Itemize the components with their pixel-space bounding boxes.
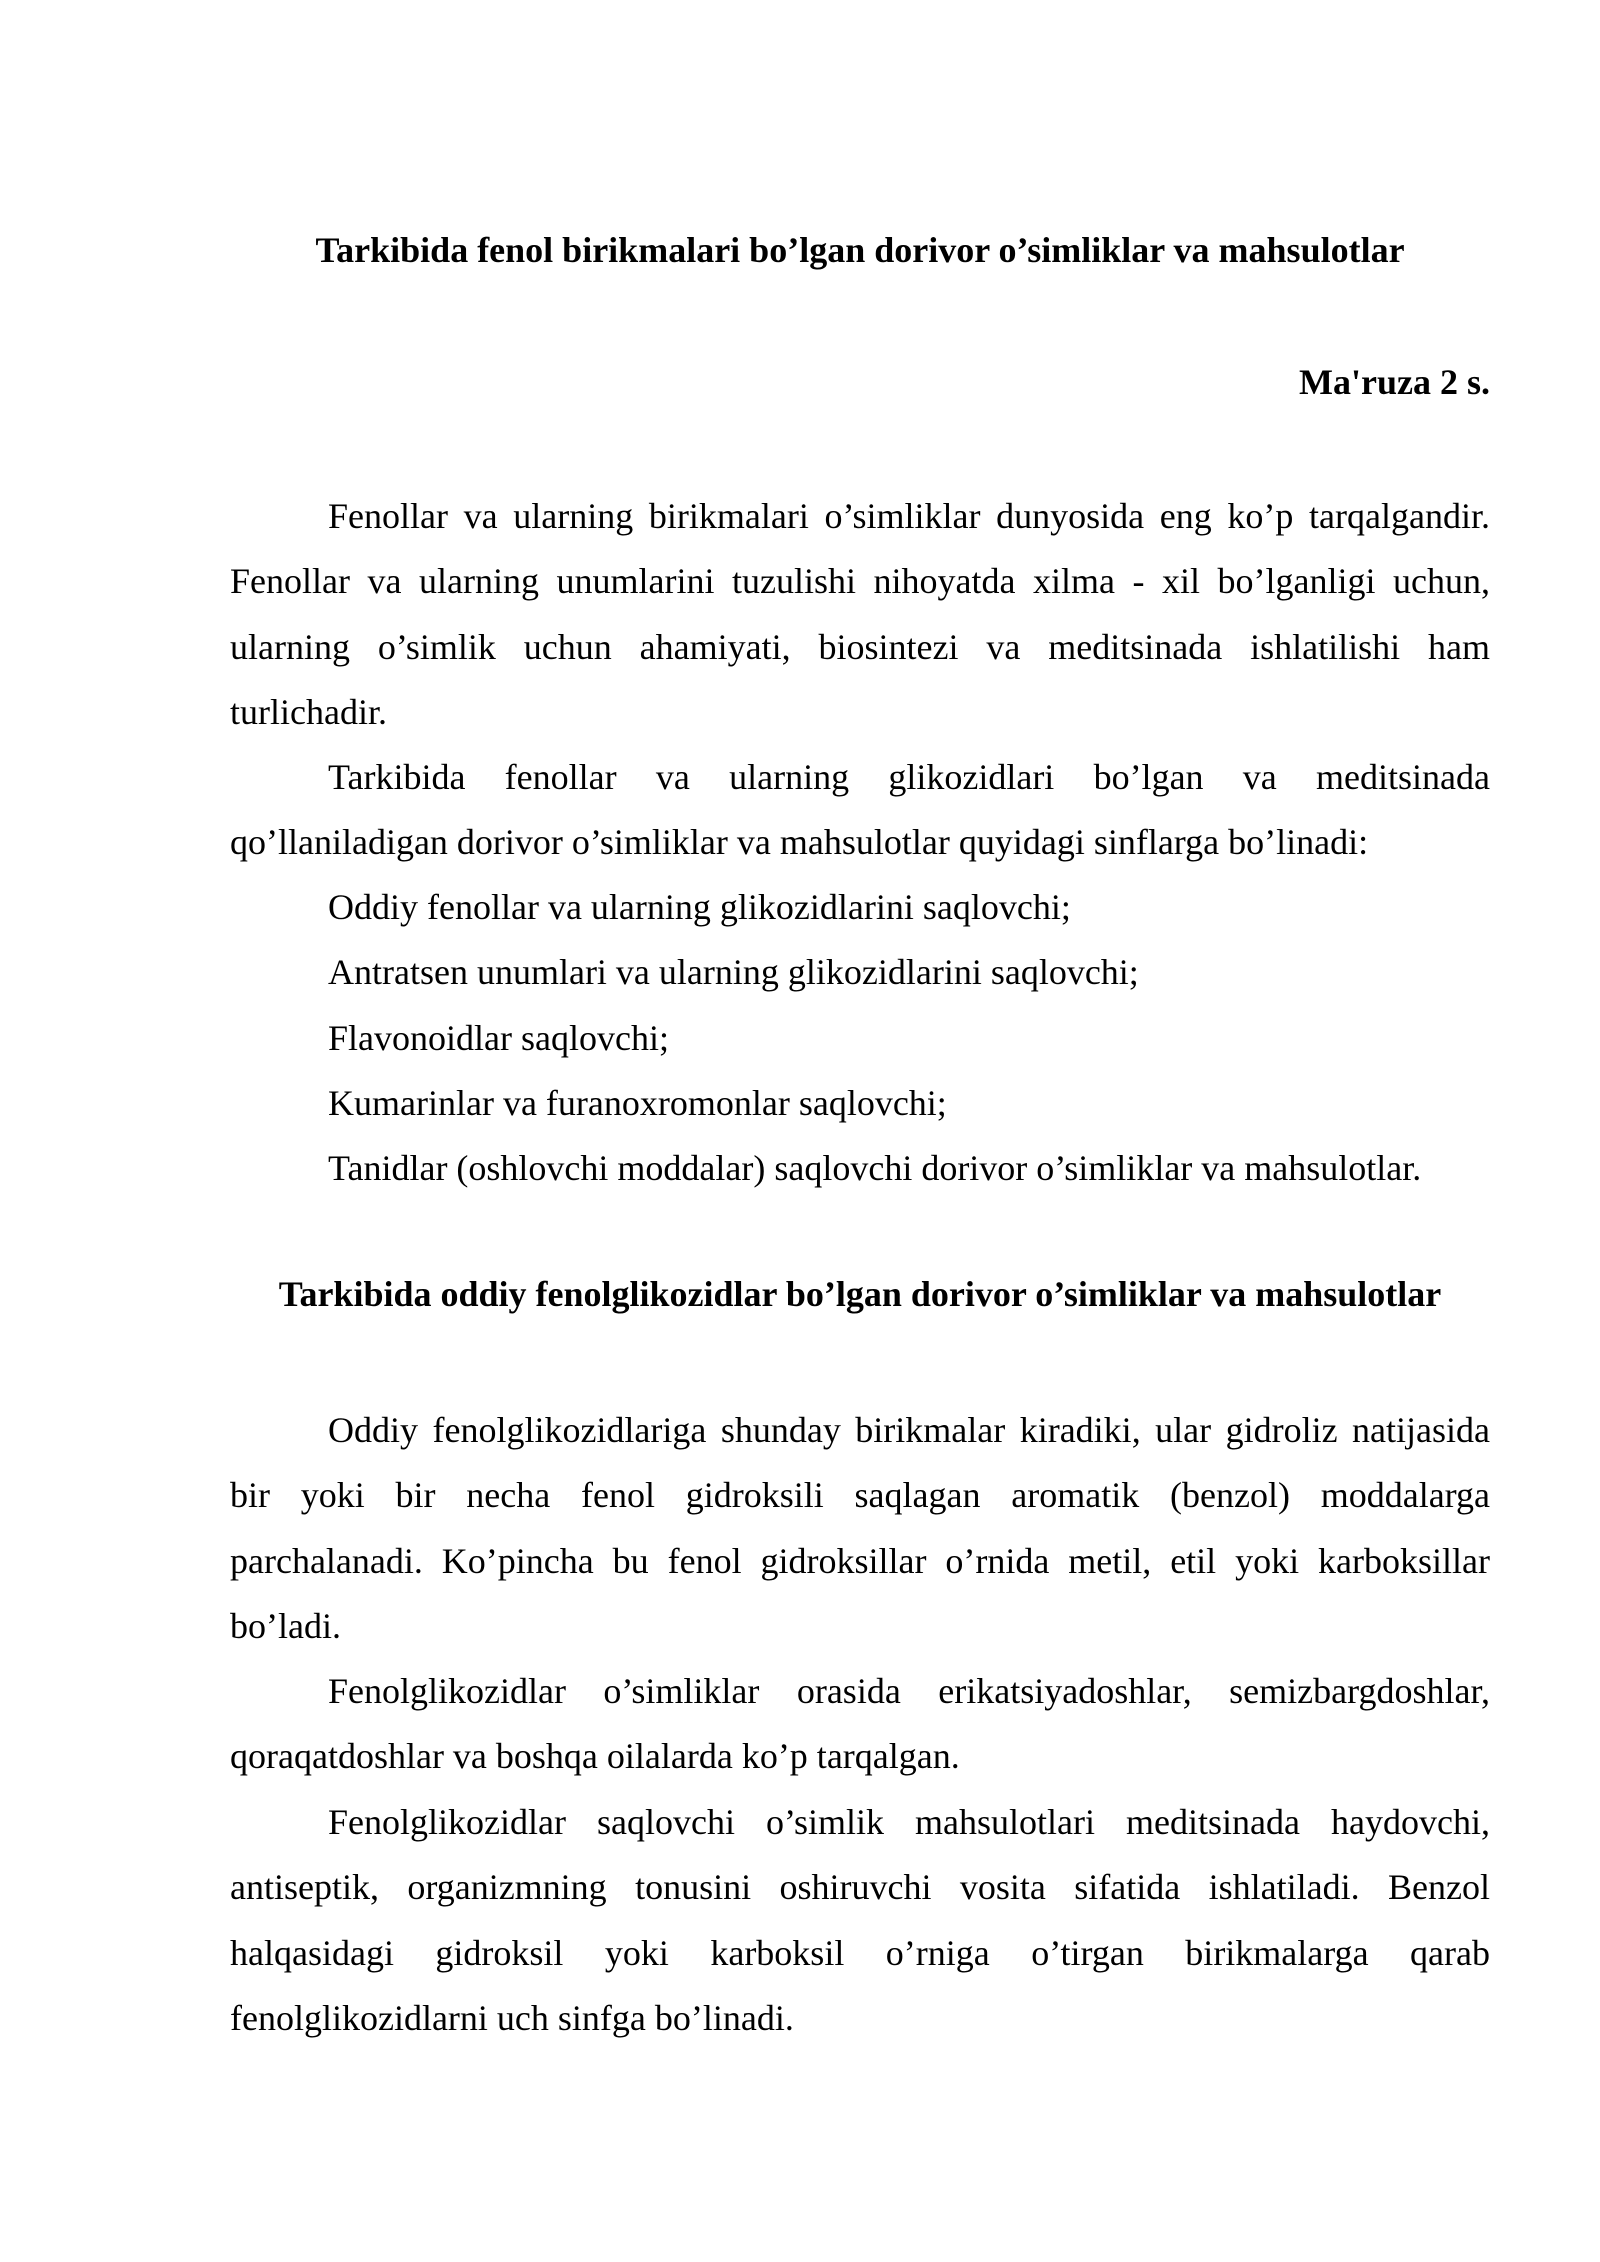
paragraph: Fenolglikozidlar o’simliklar orasida erikatsiyadoshlar, semizbargdoshlar, qoraqatdoshlar va boshqa oilalarda ko’p tarqalgan. [230,1671,1490,1777]
lecture-label: Ma'ruza 2 s. [1299,362,1490,402]
paragraph: Fenolglikozidlar saqlovchi o’simlik mahsulotlari meditsinada haydovchi, antiseptik, organizmning tonusini oshiruvchi vosita sifatida ishlatiladi. Benzol halqasidagi gidroksil yoki karboksil o’rniga o’tirgan birikmalarga qarab fenolglikozidlarni uch sinfga bo’linadi. [230,1802,1490,2038]
list-item: Tanidlar (oshlovchi moddalar) saqlovchi dorivor o’simliklar va mahsulotlar. [328,1148,1422,1189]
list-item: Oddiy fenollar va ularning glikozidlarini saqlovchi; [328,887,1071,927]
list-item: Flavonoidlar saqlovchi; [328,1017,669,1058]
classes-list [328,875,1528,1201]
list-item: Kumarinlar va furanoxromonlar saqlovchi; [328,1082,947,1123]
paragraph: Fenollar va ularning birikmalari o’simliklar dunyosida eng ko’p tarqalgandir. Fenollar va ularning unumlarini tuzulishi nihoyatda xilma - xil bo’lganligi uchun, ularning o’simlik uchun ahamiyati, biosintezi va meditsinada ishlatilishi ham turlichadir. [230,496,1490,732]
section-title: Tarkibida oddiy fenolglikozidlar bo’lgan dorivor o’simliklar va mahsulotlar [278,1274,1442,1314]
document-title: Tarkibida fenol birikmalari bo’lgan dorivor o’simliklar va mahsulotlar [315,230,1405,270]
list-item: Antratsen unumlari va ularning glikozidlarini saqlovchi; [328,952,1139,993]
paragraph: Oddiy fenolglikozidlariga shunday birikmalar kiradiki, ular gidroliz natijasida bir yoki bir necha fenol gidroksili saqlagan aromatik (benzol) moddalarga parchalanadi. Ko’pincha bu fenol gidroksillar o’rnida metil, etil yoki karboksillar bo’ladi. [230,1410,1490,1646]
paragraph: Tarkibida fenollar va ularning glikozidlari bo’lgan va meditsinada qo’llaniladigan dorivor o’simliklar va mahsulotlar quyidagi sinflarga bo’linadi: [230,757,1490,863]
document-page [230,0,1490,2262]
